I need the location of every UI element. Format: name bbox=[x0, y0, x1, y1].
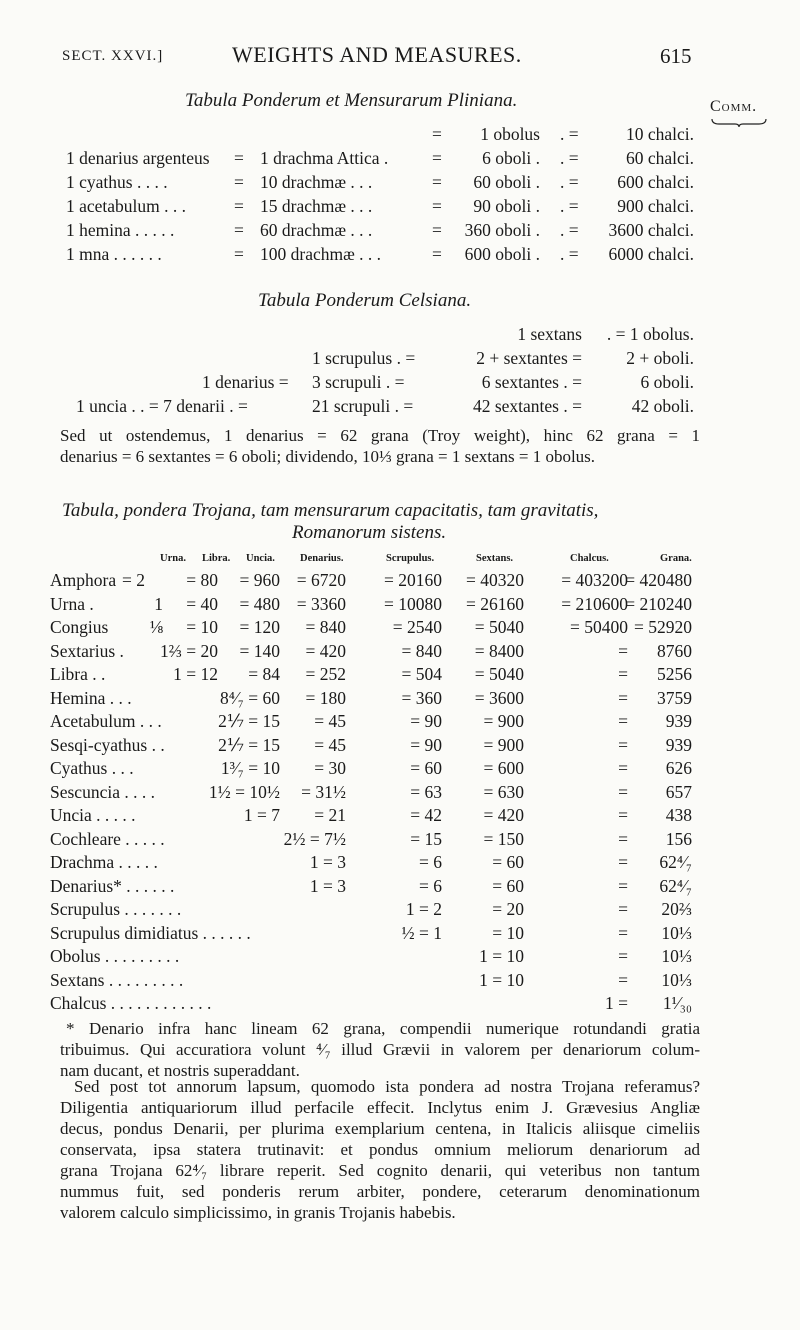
pliny-eq: = bbox=[234, 244, 244, 264]
pliny-eq: = bbox=[234, 220, 244, 240]
troy-cell: 1½ = 10½ bbox=[208, 781, 280, 802]
troy-cell: = bbox=[618, 969, 628, 990]
celsus-cell: 1 denarius = bbox=[202, 372, 289, 392]
troy-row bbox=[0, 970, 800, 993]
troy-cell: 939 bbox=[665, 711, 692, 731]
celsus-row bbox=[0, 396, 800, 420]
pliny-eq: . = bbox=[560, 220, 579, 240]
pliny-oboli: 360 oboli . bbox=[464, 220, 540, 240]
troy-cell: = 42 bbox=[410, 805, 442, 825]
page-number: 615 bbox=[660, 44, 692, 68]
troy-cell: = bbox=[618, 852, 628, 872]
troy-cell: 939 bbox=[665, 734, 692, 755]
troy-cell: = bbox=[618, 946, 628, 966]
troy-row bbox=[0, 946, 800, 969]
celsus-cell: 21 scrupuli . = bbox=[312, 396, 414, 416]
troy-cell: = bbox=[618, 687, 628, 708]
troy-cell: = bbox=[618, 664, 628, 684]
pliny-row bbox=[0, 124, 800, 148]
celsus-cell: 1 sextans bbox=[517, 324, 582, 344]
footnote-line: tribuimus. Qui accuratiora volunt ⁴⁄₇ illud Grævii in valorem per denariorum colum- bbox=[60, 1040, 700, 1059]
troy-cell: 1 bbox=[154, 593, 163, 614]
pliny-title: Tabula Ponderum et Mensurarum Pliniana. bbox=[185, 90, 518, 111]
troy-row bbox=[0, 805, 800, 828]
troy-cell: = 840 bbox=[401, 640, 442, 661]
closing-line: decus, pondus Denarii, per plurima exemplarium centena, in Italicis aliisque cimeliis bbox=[60, 1119, 700, 1138]
troy-cell: = 6720 bbox=[296, 570, 346, 590]
closing-line: nummus fuit, sed ponderis rerum arbiter, pondere, ceterarum denominationum bbox=[60, 1182, 700, 1201]
troy-cell: = 504 bbox=[401, 664, 442, 684]
troy-cell: 3759 bbox=[657, 687, 692, 708]
troy-cell: = bbox=[618, 828, 628, 849]
troy-row bbox=[0, 852, 800, 875]
troy-cell: 1¹⁄₃₀ bbox=[662, 993, 692, 1013]
troy-header-cell: Denarius. bbox=[300, 553, 344, 564]
troy-row-name: Congius bbox=[50, 617, 109, 637]
pliny-eq: = bbox=[234, 172, 244, 192]
celsus-cell: 6 sextantes . = bbox=[481, 372, 582, 392]
troy-row bbox=[0, 758, 800, 781]
troy-row-name: Sextans . . . . . . . . . bbox=[50, 969, 184, 990]
pliny-eq: . = bbox=[560, 244, 579, 264]
troy-cell: 20⅔ bbox=[661, 899, 692, 919]
troy-cell: = 45 bbox=[314, 734, 346, 755]
troy-cell: = 52920 bbox=[634, 617, 692, 637]
troy-row-name: Scrupulus . . . . . . . bbox=[50, 899, 182, 919]
troy-title-line2: Romanorum sistens. bbox=[292, 522, 447, 543]
pliny-chalci: 60 chalci. bbox=[625, 148, 694, 168]
troy-cell: = bbox=[618, 734, 628, 755]
troy-title-line1: Tabula, pondera Trojana, tam mensurarum capacitatis, tam gravitatis, bbox=[62, 500, 599, 521]
troy-cell: = 403200 bbox=[561, 570, 628, 590]
troy-cell: = 120 bbox=[239, 617, 280, 637]
troy-cell: = 150 bbox=[483, 828, 524, 849]
pliny-eq: = bbox=[432, 196, 442, 216]
troy-cell: = 140 bbox=[239, 640, 280, 661]
pliny-drachma: 15 drachmæ . . . bbox=[260, 196, 373, 216]
running-title: WEIGHTS AND MEASURES. bbox=[232, 42, 522, 67]
pliny-name: 1 mna . . . . . . bbox=[66, 244, 162, 264]
troy-cell: = 3600 bbox=[474, 687, 524, 708]
troy-cell: 1 = 3 bbox=[309, 852, 346, 872]
troy-cell: = 5040 bbox=[474, 617, 524, 637]
troy-header-cell: Urna. bbox=[160, 553, 186, 564]
troy-cell: = bbox=[618, 711, 628, 731]
troy-cell: = 3360 bbox=[296, 593, 346, 614]
troy-cell: = 10 bbox=[186, 617, 218, 637]
pliny-eq: = bbox=[234, 196, 244, 216]
troy-cell: 1 = 10 bbox=[479, 969, 524, 990]
troy-row-name: Hemina . . . bbox=[50, 687, 132, 708]
troy-header-cell: Libra. bbox=[202, 553, 231, 564]
troy-cell: = 21 bbox=[314, 805, 346, 825]
troy-row-name: Urna . bbox=[50, 593, 94, 614]
troy-cell: = 2 bbox=[122, 570, 145, 590]
troy-cell: = 840 bbox=[305, 617, 346, 637]
celsus-note-line: denarius = 6 sextantes = 6 oboli; dividendo, 10⅓ grana = 1 sextans = 1 obolus. bbox=[60, 447, 596, 466]
troy-cell: = 90 bbox=[410, 734, 442, 755]
pliny-chalci: 6000 chalci. bbox=[608, 244, 694, 264]
troy-row-name: Uncia . . . . . bbox=[50, 805, 136, 825]
troy-cell: 10⅓ bbox=[661, 922, 692, 943]
celsus-cell: 1 uncia . . = 7 denarii . = bbox=[76, 396, 248, 416]
celsus-row bbox=[0, 348, 800, 372]
troy-row bbox=[0, 711, 800, 734]
troy-cell: = 63 bbox=[410, 781, 442, 802]
troy-cell: 1³⁄₇ = 10 bbox=[220, 758, 280, 778]
pliny-chalci: 10 chalci. bbox=[625, 124, 694, 144]
celsus-cell: 42 oboli. bbox=[631, 396, 694, 416]
troy-cell: 62⁴⁄₇ bbox=[659, 875, 692, 896]
troy-row bbox=[0, 594, 800, 617]
pliny-row bbox=[0, 172, 800, 196]
troy-row bbox=[0, 923, 800, 946]
celsus-cell: 2 + sextantes = bbox=[476, 348, 582, 368]
troy-row-name: Chalcus . . . . . . . . . . . . bbox=[50, 993, 212, 1013]
troy-cell: = 360 bbox=[401, 687, 442, 708]
pliny-eq: . = bbox=[560, 124, 579, 144]
pliny-name: 1 acetabulum . . . bbox=[66, 196, 187, 216]
troy-cell: = bbox=[618, 922, 628, 943]
troy-cell: = 10 bbox=[492, 922, 524, 943]
troy-cell: = 30 bbox=[314, 758, 346, 778]
troy-header-cell: Sextans. bbox=[476, 553, 514, 564]
celsus-cell: . = 1 obolus. bbox=[606, 324, 694, 344]
troy-cell: = 84 bbox=[248, 664, 280, 684]
pliny-eq: . = bbox=[560, 172, 579, 192]
pliny-eq: . = bbox=[560, 196, 579, 216]
celsus-cell: 1 scrupulus . = bbox=[312, 348, 416, 368]
pliny-row bbox=[0, 148, 800, 172]
troy-cell: = 5040 bbox=[474, 664, 524, 684]
troy-cell: = 6 bbox=[419, 852, 442, 872]
pliny-eq: = bbox=[432, 148, 442, 168]
troy-cell: 156 bbox=[665, 828, 692, 849]
troy-cell: = 8400 bbox=[474, 640, 524, 661]
pliny-oboli: 6 oboli . bbox=[482, 148, 540, 168]
celsus-title: Tabula Ponderum Celsiana. bbox=[258, 290, 472, 311]
pliny-row bbox=[0, 196, 800, 220]
pliny-oboli: 90 oboli . bbox=[473, 196, 540, 216]
troy-cell: = 600 bbox=[483, 758, 524, 778]
troy-cell: ½ = 1 bbox=[401, 922, 442, 943]
pliny-drachma: 10 drachmæ . . . bbox=[260, 172, 373, 192]
troy-cell: = 45 bbox=[314, 711, 346, 731]
troy-cell: 1 = 10 bbox=[479, 946, 524, 966]
troy-row bbox=[0, 829, 800, 852]
troy-cell: 1 = 12 bbox=[173, 664, 218, 684]
troy-cell: = 40320 bbox=[466, 570, 524, 590]
troy-cell: = 630 bbox=[483, 781, 524, 802]
troy-cell: = 420 bbox=[483, 805, 524, 825]
pliny-name: 1 hemina . . . . . bbox=[66, 220, 175, 240]
troy-row bbox=[0, 664, 800, 687]
troy-cell: 2⅐ = 15 bbox=[218, 711, 280, 731]
troy-cell: = bbox=[618, 875, 628, 896]
troy-cell: = 6 bbox=[419, 875, 442, 896]
troy-cell: = 15 bbox=[410, 828, 442, 849]
pliny-eq: = bbox=[234, 148, 244, 168]
troy-cell: 62⁴⁄₇ bbox=[659, 852, 692, 872]
troy-cell: = 80 bbox=[186, 570, 218, 590]
pliny-chalci: 900 chalci. bbox=[617, 196, 694, 216]
pliny-name: 1 cyathus . . . . bbox=[66, 172, 168, 192]
closing-line: conservata, ipsa statera trutinavit: et pondus omnium meliorum denariorum ad bbox=[60, 1140, 700, 1159]
troy-cell: 10⅓ bbox=[661, 946, 692, 966]
troy-cell: 2½ = 7½ bbox=[283, 828, 346, 849]
troy-cell: = bbox=[618, 899, 628, 919]
celsus-note-line: Sed ut ostendemus, 1 denarius = 62 grana (Troy weight), hinc 62 grana = 1 bbox=[60, 426, 700, 445]
troy-cell: = 31½ bbox=[301, 781, 346, 802]
margin-note: Comm. bbox=[710, 98, 758, 115]
troy-cell: = 90 bbox=[410, 711, 442, 731]
troy-cell: 1 = bbox=[605, 993, 628, 1013]
troy-cell: 8⁴⁄₇ = 60 bbox=[220, 687, 280, 708]
pliny-chalci: 600 chalci. bbox=[617, 172, 694, 192]
running-section: SECT. XXVI.] bbox=[62, 48, 164, 64]
troy-cell: 1 = 2 bbox=[405, 899, 442, 919]
troy-row bbox=[0, 876, 800, 899]
troy-cell: 8760 bbox=[657, 640, 692, 661]
troy-cell: 1 = 3 bbox=[309, 875, 346, 896]
troy-row-name: Libra . . bbox=[50, 664, 106, 684]
pliny-oboli: 600 oboli . bbox=[464, 244, 540, 264]
troy-cell: = 480 bbox=[239, 593, 280, 614]
troy-row-name: Scrupulus dimidiatus . . . . . . bbox=[50, 922, 251, 943]
troy-cell: = bbox=[618, 781, 628, 802]
troy-row bbox=[0, 993, 800, 1016]
pliny-name: 1 denarius argenteus bbox=[66, 148, 210, 168]
footnote-line: * Denario infra hanc lineam 62 grana, compendii numerique rotundandi gratia bbox=[66, 1019, 700, 1038]
footnote-line: nam ducant, et nostris superaddant. bbox=[60, 1061, 300, 1080]
troy-row-name: Drachma . . . . . bbox=[50, 852, 158, 872]
troy-cell: = bbox=[618, 805, 628, 825]
troy-row bbox=[0, 617, 800, 640]
pliny-eq: = bbox=[432, 124, 442, 144]
celsus-cell: 42 sextantes . = bbox=[472, 396, 582, 416]
pliny-eq: . = bbox=[560, 148, 579, 168]
troy-cell: = 900 bbox=[483, 711, 524, 731]
closing-line: valorem calculo simplicissimo, in granis Trojanis habebis. bbox=[60, 1203, 456, 1222]
troy-cell: = 60 bbox=[410, 758, 442, 778]
pliny-drachma: 1 drachma Attica . bbox=[260, 148, 389, 168]
pliny-chalci: 3600 chalci. bbox=[608, 220, 694, 240]
troy-cell: 2⅐ = 15 bbox=[218, 734, 280, 755]
troy-row bbox=[0, 641, 800, 664]
pliny-eq: = bbox=[432, 244, 442, 264]
troy-cell: = 210600 bbox=[561, 593, 628, 614]
troy-cell: = bbox=[618, 640, 628, 661]
celsus-cell: 2 + oboli. bbox=[626, 348, 694, 368]
celsus-row bbox=[0, 324, 800, 348]
troy-cell: 5256 bbox=[657, 664, 692, 684]
pliny-oboli: 1 obolus bbox=[480, 124, 540, 144]
celsus-note bbox=[60, 425, 700, 467]
troy-cell: = 20 bbox=[492, 899, 524, 919]
troy-cell: 1 = 7 bbox=[243, 805, 280, 825]
troy-cell: = 60 bbox=[492, 852, 524, 872]
troy-cell: = bbox=[618, 758, 628, 778]
footnote bbox=[60, 1018, 700, 1081]
troy-row-name: Sescuncia . . . . bbox=[50, 781, 155, 802]
closing-paragraph bbox=[60, 1076, 700, 1223]
troy-cell: ⅛ bbox=[149, 617, 163, 637]
troy-row bbox=[0, 782, 800, 805]
troy-row bbox=[0, 735, 800, 758]
troy-cell: = 26160 bbox=[466, 593, 524, 614]
troy-cell: = 210240 bbox=[625, 593, 692, 614]
troy-row-name: Cyathus . . . bbox=[50, 758, 134, 778]
celsus-cell: 6 oboli. bbox=[640, 372, 694, 392]
troy-cell: 10⅓ bbox=[661, 969, 692, 990]
troy-cell: = 252 bbox=[305, 664, 346, 684]
troy-row bbox=[0, 899, 800, 922]
troy-cell: = 40 bbox=[186, 593, 218, 614]
troy-cell: 438 bbox=[665, 805, 692, 825]
troy-cell: = 420 bbox=[305, 640, 346, 661]
troy-header-cell: Uncia. bbox=[246, 553, 275, 564]
pliny-row bbox=[0, 244, 800, 268]
troy-cell: = 10080 bbox=[384, 593, 442, 614]
pliny-drachma: 100 drachmæ . . . bbox=[260, 244, 382, 264]
troy-cell: 657 bbox=[665, 781, 692, 802]
troy-header-cell: Scrupulus. bbox=[386, 553, 435, 564]
troy-row bbox=[0, 570, 800, 593]
pliny-eq: = bbox=[432, 220, 442, 240]
celsus-row bbox=[0, 372, 800, 396]
troy-header-cell: Chalcus. bbox=[570, 553, 609, 564]
troy-cell: = 180 bbox=[305, 687, 346, 708]
closing-line: Sed post tot annorum lapsum, quomodo ista pondera ad nostra Trojana referamus? bbox=[74, 1077, 700, 1096]
troy-cell: = 20160 bbox=[384, 570, 442, 590]
troy-cell: 626 bbox=[665, 758, 692, 778]
closing-line: grana Trojana 62⁴⁄₇ librare reperit. Sed cognito denarii, qui veteribus non tantum bbox=[60, 1161, 700, 1180]
pliny-oboli: 60 oboli . bbox=[473, 172, 540, 192]
troy-row-name: Sesqi-cyathus . . bbox=[50, 734, 165, 755]
closing-line: Diligentia antiquariorum illud perfacile effecit. Inclytus enim J. Grævesius Angliæ bbox=[60, 1098, 700, 1117]
troy-row-name: Cochleare . . . . . bbox=[50, 828, 165, 849]
troy-row-name: Acetabulum . . . bbox=[50, 711, 162, 731]
pliny-eq: = bbox=[432, 172, 442, 192]
troy-row-name: Sextarius . bbox=[50, 640, 124, 661]
troy-header-cell: Grana. bbox=[660, 553, 692, 564]
troy-cell: 1⅔ = 20 bbox=[160, 640, 218, 661]
troy-row-name: Obolus . . . . . . . . . bbox=[50, 946, 180, 966]
pliny-drachma: 60 drachmæ . . . bbox=[260, 220, 373, 240]
troy-cell: = 60 bbox=[492, 875, 524, 896]
troy-row-name: Denarius* . . . . . . bbox=[50, 875, 175, 896]
troy-cell: = 420480 bbox=[625, 570, 692, 590]
troy-row bbox=[0, 688, 800, 711]
troy-cell: = 50400 bbox=[570, 617, 628, 637]
troy-cell: = 2540 bbox=[392, 617, 442, 637]
celsus-cell: 3 scrupuli . = bbox=[312, 372, 405, 392]
pliny-row bbox=[0, 220, 800, 244]
troy-cell: = 960 bbox=[239, 570, 280, 590]
troy-cell: = 900 bbox=[483, 734, 524, 755]
troy-row-name: Amphora bbox=[50, 570, 117, 590]
